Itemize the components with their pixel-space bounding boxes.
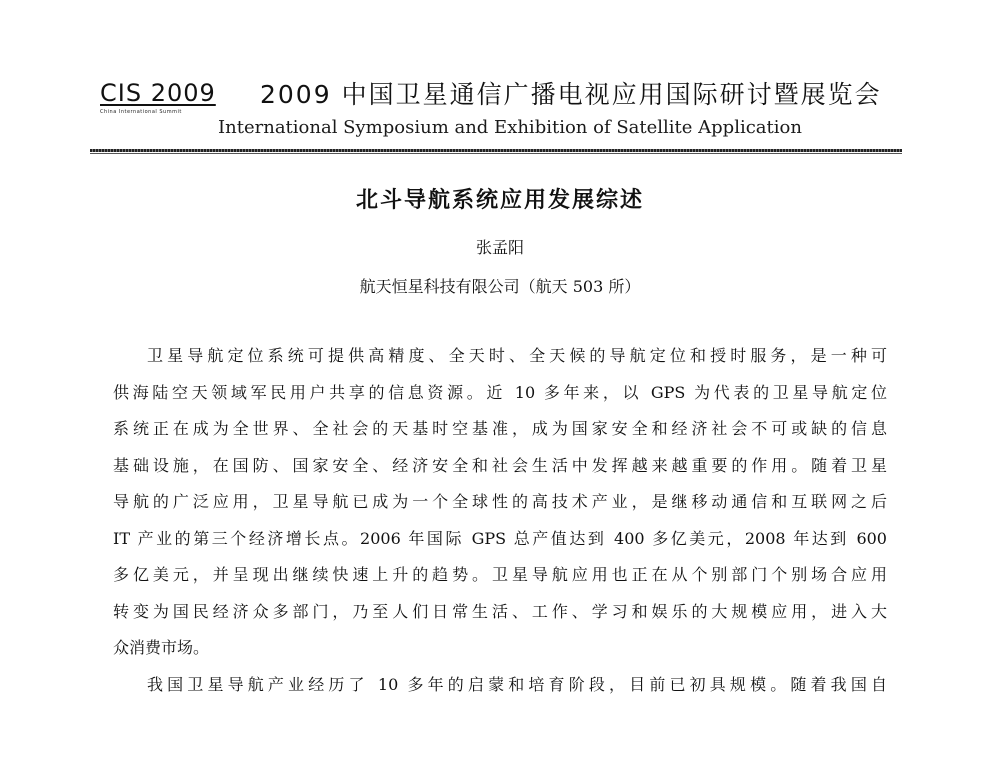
body-line: 我国卫星导航产业经历了 10 多年的启蒙和培育阶段，目前已初具规模。随着我国自 (147, 674, 887, 694)
conference-header (100, 80, 882, 120)
body-line: 多亿美元，并呈现出继续快速上升的趋势。卫星导航应用也正在从个别部门个别场合应用 (113, 565, 887, 584)
conference-title-en: International Symposium and Exhibition of Satellite Application (218, 117, 802, 138)
logo-subtext: China International Summit (100, 109, 182, 115)
paragraph-1 (113, 346, 887, 675)
paper-affiliation: 航天恒星科技有限公司（航天 503 所） (359, 277, 641, 296)
body-line: 系统正在成为全世界、全社会的天基时空基准，成为国家安全和经济社会不可或缺的信息 (113, 419, 887, 438)
paper-author: 张孟阳 (475, 238, 524, 257)
paper-title: 北斗导航系统应用发展综述 (355, 188, 644, 213)
paragraph-2 (113, 675, 887, 712)
header-divider-underline (90, 153, 902, 154)
logo-text: CIS 2009 (100, 79, 216, 107)
conference-title-cn: 2009 中国卫星通信广播电视应用国际研讨暨展览会 (260, 80, 882, 109)
body-line: 众消费市场。 (113, 638, 210, 657)
body-line: 导航的广泛应用，卫星导航已成为一个全球性的高技术产业，是继移动通信和互联网之后 (113, 492, 887, 511)
paper-body (113, 346, 887, 711)
body-line: 转变为国民经济众多部门，乃至人们日常生活、工作、学习和娱乐的大规模应用，进入大 (113, 601, 887, 621)
body-line: 供海陆空天领域军民用户共享的信息资源。近 10 多年来，以 GPS 为代表的卫星导航定位 (113, 382, 887, 402)
header-divider (90, 149, 902, 152)
body-line: IT 产业的第三个经济增长点。2006 年国际 GPS 总产值达到 400 多亿美元，2008 年达到 600 (113, 528, 887, 548)
body-line: 基础设施，在国防、国家安全、经济安全和社会生活中发挥越来越重要的作用。随着卫星 (113, 455, 887, 475)
body-line: 卫星导航定位系统可提供高精度、全天时、全天候的导航定位和授时服务，是一种可 (147, 346, 887, 365)
cis-logo (100, 80, 250, 120)
